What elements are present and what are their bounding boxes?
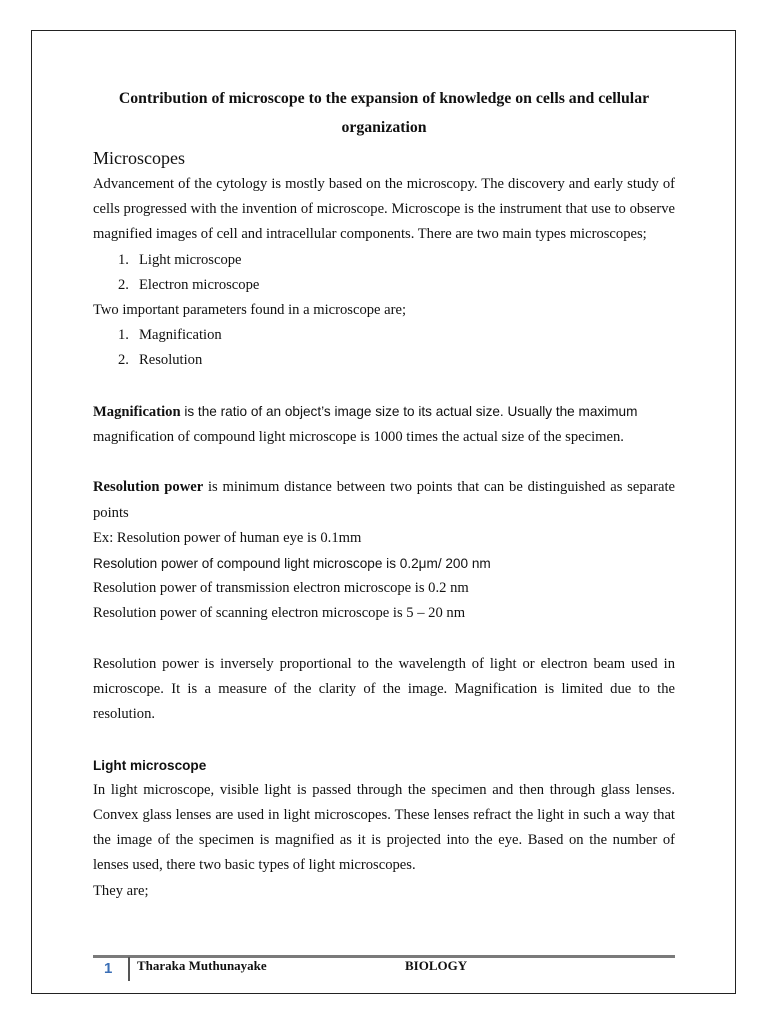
page-number: 1	[104, 960, 113, 977]
resolution-example: Ex: Resolution power of human eye is 0.1mm	[93, 529, 362, 546]
resolution-example: Resolution power of transmission electron microscope is 0.2 nm	[93, 580, 469, 597]
magnification-paragraph	[93, 399, 675, 425]
footer-subject: BIOLOGY	[405, 958, 468, 973]
magnification-term: Magnification	[93, 403, 181, 420]
magnification-paragraph-cont: magnification of compound light microscope is 1000 times the actual size of the specimen.	[93, 429, 624, 446]
footer-divider	[128, 957, 130, 981]
microscope-types-list	[93, 248, 675, 298]
resolution-paragraph	[93, 475, 675, 525]
intro-paragraph: Advancement of the cytology is mostly based on the microscopy. The discovery and early study of cells progressed with the invention of microscope. Microscope is the instrument that use to observe magnified images of cell and intracellular components. There are two main types microscopes;	[93, 176, 675, 243]
list-item: 1. Light microscope	[118, 251, 242, 268]
resolution-example: Resolution power of scanning electron microscope is 5 – 20 nm	[93, 605, 466, 622]
resolution-term: Resolution power	[93, 479, 204, 496]
document-body	[93, 84, 675, 904]
light-microscope-paragraph: In light microscope, visible light is passed through the specimen and then through glass lenses. Convex glass lenses are used in light microscopes. These lenses refract the light in such a way that the image of the specimen is magnified as it is projected into the eye. Based on the number of lenses used, there two basic types of light microscopes.	[93, 781, 675, 874]
resolution-example: Resolution power of compound light microscope is 0.2μm/ 200 nm	[93, 556, 491, 572]
list-item: 2. Electron microscope	[118, 276, 260, 293]
section-heading-microscopes: Microscopes	[93, 148, 185, 168]
resolution-definition: is minimum distance between two points that can be distinguished as separate points	[93, 479, 675, 521]
parameters-intro: Two important parameters found in a microscope are;	[93, 302, 407, 319]
they-are-line: They are;	[93, 882, 149, 899]
resolution-note: Resolution power is inversely proportional to the wavelength of light or electron beam used in microscope. It is a measure of the clarity of the image. Magnification is limited due to the resolution.	[93, 655, 675, 723]
document-title: Contribution of microscope to the expansion of knowledge on cells and cellular organization	[118, 90, 650, 136]
list-item: 2. Resolution	[118, 352, 203, 369]
list-item: 1. Magnification	[118, 327, 222, 344]
footer-author: Tharaka Muthunayake	[137, 958, 267, 973]
parameters-list	[93, 323, 675, 373]
magnification-definition: is the ratio of an object’s image size to its actual size. Usually the maximum	[180, 403, 638, 419]
light-microscope-heading: Light microscope	[93, 757, 207, 773]
